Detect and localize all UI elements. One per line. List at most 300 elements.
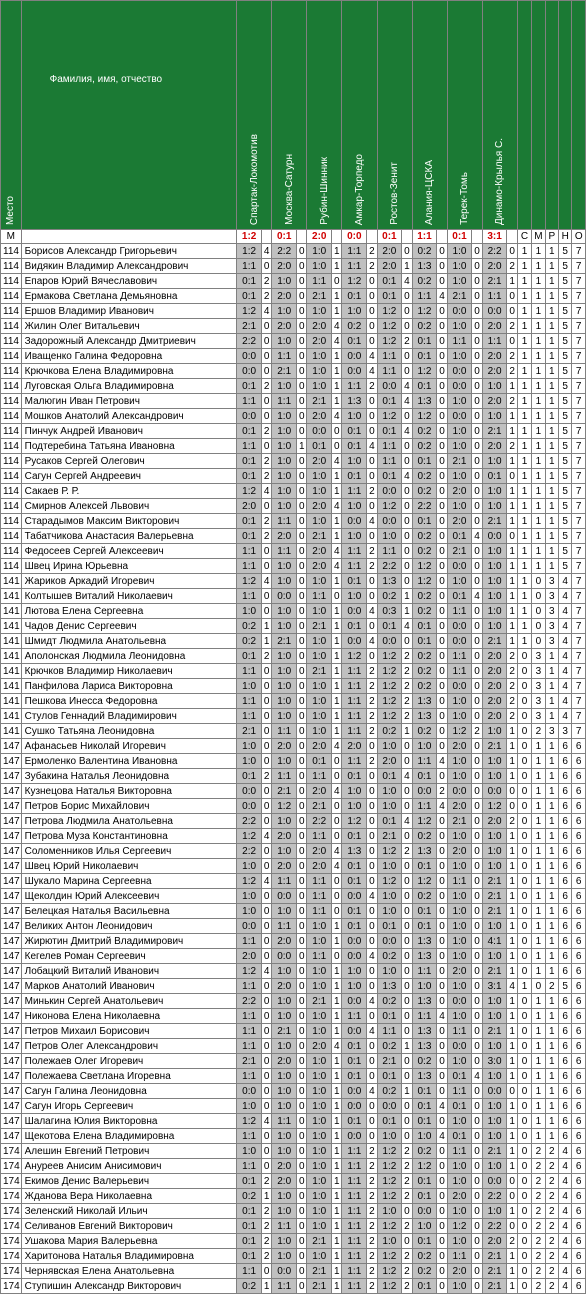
- prediction-cell: 1:0: [307, 1114, 332, 1129]
- table-row: [1, 589, 586, 604]
- points-cell: 0: [367, 589, 377, 604]
- points-cell: 1: [332, 1084, 342, 1099]
- prediction-cell: 1:0: [307, 259, 332, 274]
- table-row: [1, 274, 586, 289]
- points-cell: 0: [262, 784, 272, 799]
- prediction-cell: 0:0: [272, 589, 297, 604]
- prediction-cell: 1:0: [272, 1084, 297, 1099]
- points-cell: 0: [472, 259, 482, 274]
- prediction-cell: 2:1: [237, 319, 262, 334]
- stat-cell: 1: [545, 259, 558, 274]
- prediction-cell: 0:1: [412, 619, 437, 634]
- stat-cell: 6: [559, 1099, 572, 1114]
- participant-name: Смирнов Алексей Львович: [21, 499, 237, 514]
- prediction-cell: 1:1: [342, 544, 367, 559]
- prediction-cell: 1:2: [237, 1114, 262, 1129]
- table-row: [1, 679, 586, 694]
- points-cell: 0: [402, 349, 412, 364]
- points-cell: 0: [262, 904, 272, 919]
- points-cell: 0: [297, 1009, 307, 1024]
- points-cell: 0: [297, 364, 307, 379]
- prediction-cell: 0:1: [237, 1249, 262, 1264]
- prediction-cell: 1:0: [342, 499, 367, 514]
- stat-cell: 1: [532, 964, 545, 979]
- stat-cell: 1: [545, 409, 558, 424]
- points-cell: 0: [472, 514, 482, 529]
- stat-cell: 1: [517, 604, 531, 619]
- points-cell: 2: [507, 814, 517, 829]
- stat-cell: 2: [545, 1219, 558, 1234]
- prediction-cell: 1:1: [237, 934, 262, 949]
- points-cell: 1: [507, 1054, 517, 1069]
- points-cell: 0: [297, 799, 307, 814]
- actual-result-spacer: [437, 230, 447, 244]
- prediction-cell: 1:2: [482, 799, 507, 814]
- prediction-cell: 1:2: [377, 499, 402, 514]
- prediction-cell: 1:3: [412, 994, 437, 1009]
- points-cell: 0: [472, 709, 482, 724]
- stat-cell: 1: [545, 1009, 558, 1024]
- points-cell: 2: [367, 1234, 377, 1249]
- participant-name: Пешкова Инесса Федоровна: [21, 694, 237, 709]
- prediction-cell: 1:0: [482, 1204, 507, 1219]
- points-cell: 2: [402, 1219, 412, 1234]
- stat-cell: 1: [545, 649, 558, 664]
- points-cell: 1: [507, 859, 517, 874]
- stat-cell: 0: [532, 634, 545, 649]
- stat-cell: 1: [545, 934, 558, 949]
- stat-cell: 1: [517, 304, 531, 319]
- points-cell: 4: [402, 394, 412, 409]
- participant-name: Екимов Денис Валерьевич: [21, 1174, 237, 1189]
- prediction-cell: 1:0: [272, 1204, 297, 1219]
- points-cell: 0: [332, 874, 342, 889]
- prediction-cell: 0:0: [447, 619, 472, 634]
- participant-name: Ступишин Александр Викторович: [21, 1279, 237, 1294]
- table-row: [1, 499, 586, 514]
- stat-cell: 7: [572, 664, 586, 679]
- points-cell: 0: [437, 274, 447, 289]
- prediction-cell: 2:1: [307, 1234, 332, 1249]
- result-row-name-blank: [21, 230, 237, 244]
- prediction-cell: 1:2: [272, 799, 297, 814]
- prediction-cell: 1:1: [377, 439, 402, 454]
- prediction-cell: 1:0: [482, 844, 507, 859]
- prediction-cell: 0:1: [412, 334, 437, 349]
- prediction-cell: 1:0: [272, 904, 297, 919]
- points-cell: 0: [297, 454, 307, 469]
- points-cell: 0: [297, 394, 307, 409]
- stat-cell: 0: [517, 1264, 531, 1279]
- table-row: [1, 1039, 586, 1054]
- prediction-cell: 1:2: [377, 1174, 402, 1189]
- prediction-cell: 0:1: [342, 289, 367, 304]
- prediction-cell: 1:0: [377, 1234, 402, 1249]
- points-cell: 2: [402, 1189, 412, 1204]
- stat-cell: 1: [545, 244, 558, 259]
- prediction-cell: 0:1: [237, 649, 262, 664]
- stat-cell: 6: [559, 1039, 572, 1054]
- prediction-cell: 1:1: [307, 769, 332, 784]
- place-cell: 174: [1, 1234, 22, 1249]
- stat-cell: 2: [532, 1219, 545, 1234]
- prediction-cell: 1:1: [377, 454, 402, 469]
- stat-cell: 6: [572, 994, 586, 1009]
- prediction-cell: 1:0: [307, 964, 332, 979]
- prediction-cell: 1:1: [237, 664, 262, 679]
- prediction-cell: 0:1: [237, 769, 262, 784]
- prediction-cell: 0:2: [412, 544, 437, 559]
- stat-cell: 0: [517, 664, 531, 679]
- prediction-cell: 2:0: [272, 1054, 297, 1069]
- points-cell: 0: [437, 664, 447, 679]
- points-cell: 1: [332, 679, 342, 694]
- place-cell: 147: [1, 1039, 22, 1054]
- prediction-cell: 1:0: [342, 304, 367, 319]
- points-cell: 0: [402, 439, 412, 454]
- prediction-cell: 2:0: [272, 979, 297, 994]
- prediction-cell: 2:0: [482, 349, 507, 364]
- prediction-cell: 0:1: [342, 439, 367, 454]
- prediction-cell: 1:2: [377, 874, 402, 889]
- stat-cell: 4: [559, 574, 572, 589]
- prediction-cell: 0:2: [412, 664, 437, 679]
- place-cell: 147: [1, 904, 22, 919]
- prediction-cell: 0:0: [447, 784, 472, 799]
- prediction-cell: 1:1: [342, 1279, 367, 1294]
- stat-cell: 0: [532, 589, 545, 604]
- prediction-cell: 0:0: [377, 379, 402, 394]
- stat-cell: 2: [545, 1264, 558, 1279]
- column-header-match: [237, 1, 272, 230]
- stat-cell: 6: [559, 949, 572, 964]
- table-row: [1, 574, 586, 589]
- prediction-cell: 0:1: [342, 919, 367, 934]
- stat-cell: 0: [517, 1234, 531, 1249]
- points-cell: 1: [507, 1024, 517, 1039]
- place-cell: 147: [1, 934, 22, 949]
- prediction-cell: 1:0: [447, 1009, 472, 1024]
- prediction-cell: 1:0: [447, 934, 472, 949]
- stat-cell: 6: [572, 739, 586, 754]
- prediction-cell: 2:0: [307, 319, 332, 334]
- points-cell: 1: [507, 1204, 517, 1219]
- stat-cell: 2: [532, 1264, 545, 1279]
- prediction-cell: 2:0: [447, 514, 472, 529]
- column-header-match: [482, 1, 517, 230]
- points-cell: 0: [472, 574, 482, 589]
- prediction-cell: 0:1: [377, 919, 402, 934]
- prediction-cell: 1:3: [377, 979, 402, 994]
- points-cell: 0: [402, 319, 412, 334]
- prediction-cell: 1:1: [272, 349, 297, 364]
- stat-cell: 1: [545, 469, 558, 484]
- stat-cell: 5: [559, 484, 572, 499]
- points-cell: 0: [472, 1189, 482, 1204]
- points-cell: 1: [507, 844, 517, 859]
- actual-result-spacer: [507, 230, 517, 244]
- column-header-match: [307, 1, 342, 230]
- stat-cell: 1: [532, 739, 545, 754]
- stat-cell: 1: [545, 544, 558, 559]
- prediction-cell: 1:1: [342, 259, 367, 274]
- prediction-cell: 1:0: [272, 1144, 297, 1159]
- points-cell: 0: [297, 724, 307, 739]
- prediction-cell: 1:0: [272, 424, 297, 439]
- points-cell: 0: [402, 574, 412, 589]
- points-cell: 0: [402, 244, 412, 259]
- points-cell: 0: [367, 1039, 377, 1054]
- points-cell: 0: [437, 574, 447, 589]
- prediction-cell: 0:0: [482, 1174, 507, 1189]
- points-cell: 0: [297, 1234, 307, 1249]
- prediction-cell: 0:1: [237, 379, 262, 394]
- stat-cell: 1: [545, 679, 558, 694]
- stat-cell: 6: [559, 1024, 572, 1039]
- points-cell: 0: [437, 1234, 447, 1249]
- prediction-cell: 2:0: [307, 544, 332, 559]
- participant-name: Жилин Олег Витальевич: [21, 319, 237, 334]
- points-cell: 0: [507, 784, 517, 799]
- stat-cell: 1: [545, 964, 558, 979]
- prediction-cell: 0:0: [447, 304, 472, 319]
- prediction-cell: 1:3: [412, 844, 437, 859]
- stat-cell: 1: [517, 634, 531, 649]
- points-cell: 1: [332, 664, 342, 679]
- stat-cell: 1: [517, 409, 531, 424]
- points-cell: 0: [297, 739, 307, 754]
- stat-cell: 6: [572, 979, 586, 994]
- place-cell: 147: [1, 1099, 22, 1114]
- stat-cell: 1: [532, 1069, 545, 1084]
- points-cell: 4: [472, 589, 482, 604]
- stat-cell: 1: [545, 694, 558, 709]
- prediction-cell: 2:1: [272, 784, 297, 799]
- prediction-cell: 0:1: [342, 1114, 367, 1129]
- prediction-cell: 1:1: [342, 724, 367, 739]
- place-cell: 174: [1, 1204, 22, 1219]
- stat-cell: 1: [545, 559, 558, 574]
- points-cell: 4: [332, 544, 342, 559]
- stat-cell: 7: [572, 259, 586, 274]
- prediction-cell: 2:2: [482, 1189, 507, 1204]
- points-cell: 0: [297, 1099, 307, 1114]
- prediction-cell: 0:2: [412, 244, 437, 259]
- stat-cell: 5: [559, 274, 572, 289]
- points-cell: 0: [262, 1099, 272, 1114]
- points-cell: 1: [332, 1009, 342, 1024]
- prediction-cell: 1:0: [482, 994, 507, 1009]
- points-cell: 0: [472, 1204, 482, 1219]
- points-cell: 1: [507, 754, 517, 769]
- points-cell: 0: [297, 904, 307, 919]
- stat-cell: 1: [517, 289, 531, 304]
- prediction-cell: 2:1: [482, 1264, 507, 1279]
- prediction-cell: 0:1: [237, 1234, 262, 1249]
- participant-name: Шалагина Юлия Викторовна: [21, 1114, 237, 1129]
- stat-cell: 1: [545, 304, 558, 319]
- prediction-cell: 1:0: [307, 469, 332, 484]
- stat-cell: 6: [559, 1069, 572, 1084]
- stat-cell: 7: [572, 574, 586, 589]
- stat-cell: 0: [517, 859, 531, 874]
- stat-cell: 6: [559, 994, 572, 1009]
- stat-cell: 6: [572, 844, 586, 859]
- points-cell: 0: [367, 844, 377, 859]
- column-header-match: [342, 1, 377, 230]
- points-cell: 2: [402, 694, 412, 709]
- prediction-cell: 1:0: [342, 454, 367, 469]
- prediction-cell: 1:0: [482, 1039, 507, 1054]
- points-cell: 0: [402, 1054, 412, 1069]
- stat-cell: 1: [532, 559, 545, 574]
- points-cell: 0: [472, 304, 482, 319]
- participant-name: Ануреев Анисим Анисимович: [21, 1159, 237, 1174]
- prediction-cell: 1:0: [482, 559, 507, 574]
- points-cell: 0: [472, 919, 482, 934]
- prediction-cell: 2:0: [447, 799, 472, 814]
- points-cell: 0: [472, 754, 482, 769]
- prediction-cell: 2:1: [272, 1024, 297, 1039]
- prediction-cell: 0:0: [307, 424, 332, 439]
- points-cell: 0: [472, 784, 482, 799]
- prediction-cell: 1:1: [377, 364, 402, 379]
- prediction-cell: 0:0: [342, 1084, 367, 1099]
- points-cell: 1: [507, 739, 517, 754]
- participant-name: Великих Антон Леонидович: [21, 919, 237, 934]
- points-cell: 0: [297, 259, 307, 274]
- points-cell: 2: [262, 469, 272, 484]
- column-header-stat: [517, 1, 531, 230]
- points-cell: 4: [262, 244, 272, 259]
- stat-cell: 2: [532, 724, 545, 739]
- prediction-cell: 1:0: [307, 484, 332, 499]
- points-cell: 0: [472, 664, 482, 679]
- stat-cell: 1: [545, 1039, 558, 1054]
- participant-name: Крючкова Елена Владимировна: [21, 364, 237, 379]
- points-cell: 0: [472, 694, 482, 709]
- points-cell: 0: [297, 289, 307, 304]
- points-cell: 0: [472, 1129, 482, 1144]
- actual-result-spacer: [297, 230, 307, 244]
- prediction-cell: 2:0: [447, 1189, 472, 1204]
- prediction-cell: 2:1: [482, 889, 507, 904]
- stat-cell: 0: [517, 1114, 531, 1129]
- participant-name: Петров Олег Александрович: [21, 1039, 237, 1054]
- points-cell: 0: [297, 574, 307, 589]
- place-cell: 114: [1, 409, 22, 424]
- prediction-cell: 1:0: [447, 829, 472, 844]
- points-cell: 0: [332, 769, 342, 784]
- points-cell: 0: [262, 1009, 272, 1024]
- stat-cell: 5: [559, 979, 572, 994]
- prediction-cell: 2:0: [482, 649, 507, 664]
- prediction-cell: 1:0: [342, 529, 367, 544]
- points-cell: 0: [332, 829, 342, 844]
- points-cell: 4: [332, 454, 342, 469]
- points-cell: 0: [402, 874, 412, 889]
- prediction-cell: 1:0: [307, 1129, 332, 1144]
- prediction-cell: 0:1: [377, 1069, 402, 1084]
- prediction-cell: 1:1: [307, 829, 332, 844]
- stat-cell: 6: [572, 904, 586, 919]
- points-cell: 1: [507, 724, 517, 739]
- prediction-cell: 2:0: [482, 679, 507, 694]
- stat-cell: 6: [559, 829, 572, 844]
- prediction-cell: 0:1: [237, 1219, 262, 1234]
- points-cell: 0: [472, 814, 482, 829]
- prediction-cell: 1:0: [377, 964, 402, 979]
- points-cell: 4: [262, 484, 272, 499]
- prediction-cell: 1:0: [412, 1219, 437, 1234]
- points-cell: 0: [402, 949, 412, 964]
- prediction-cell: 2:0: [307, 334, 332, 349]
- points-cell: 4: [402, 424, 412, 439]
- points-cell: 0: [437, 1174, 447, 1189]
- prediction-cell: 2:2: [237, 814, 262, 829]
- points-cell: 0: [437, 739, 447, 754]
- participant-name: Задорожный Александр Дмитриевич: [21, 334, 237, 349]
- participant-name: Ушакова Мария Валерьевна: [21, 1234, 237, 1249]
- stat-cell: 1: [545, 874, 558, 889]
- prediction-cell: 0:1: [447, 1099, 472, 1114]
- points-cell: 0: [297, 1084, 307, 1099]
- stat-cell: 7: [572, 469, 586, 484]
- actual-result-spacer: [402, 230, 412, 244]
- prediction-cell: 2:2: [237, 844, 262, 859]
- points-cell: 0: [262, 259, 272, 274]
- place-cell: 114: [1, 259, 22, 274]
- prediction-cell: 2:1: [482, 904, 507, 919]
- prediction-cell: 1:0: [272, 994, 297, 1009]
- match-title: Динамо-Крылья С.: [494, 137, 506, 225]
- stat-cell: 0: [517, 679, 531, 694]
- prediction-cell: 2:0: [307, 499, 332, 514]
- prediction-cell: 1:1: [482, 289, 507, 304]
- points-cell: 0: [437, 1114, 447, 1129]
- points-cell: 0: [367, 799, 377, 814]
- prediction-cell: 1:1: [237, 1024, 262, 1039]
- points-cell: 0: [262, 1039, 272, 1054]
- stat-cell: 6: [559, 1054, 572, 1069]
- prediction-cell: 2:1: [482, 1144, 507, 1159]
- prediction-cell: 1:0: [447, 949, 472, 964]
- prediction-cell: 1:0: [307, 724, 332, 739]
- place-cell: 141: [1, 634, 22, 649]
- prediction-cell: 1:0: [377, 889, 402, 904]
- points-cell: 0: [402, 454, 412, 469]
- prediction-cell: 1:2: [237, 874, 262, 889]
- points-cell: 0: [472, 454, 482, 469]
- prediction-cell: 1:0: [447, 709, 472, 724]
- place-cell: 147: [1, 799, 22, 814]
- table-row: [1, 484, 586, 499]
- points-cell: 0: [472, 484, 482, 499]
- points-cell: 1: [332, 1204, 342, 1219]
- points-cell: 4: [332, 319, 342, 334]
- points-cell: 0: [262, 349, 272, 364]
- stat-cell: 0: [517, 814, 531, 829]
- points-cell: 0: [367, 814, 377, 829]
- points-cell: 0: [367, 424, 377, 439]
- points-cell: 0: [402, 1009, 412, 1024]
- points-cell: 0: [297, 829, 307, 844]
- place-cell: 174: [1, 1189, 22, 1204]
- points-cell: 0: [472, 904, 482, 919]
- points-cell: 2: [262, 379, 272, 394]
- prediction-cell: 0:0: [377, 634, 402, 649]
- points-cell: 1: [332, 244, 342, 259]
